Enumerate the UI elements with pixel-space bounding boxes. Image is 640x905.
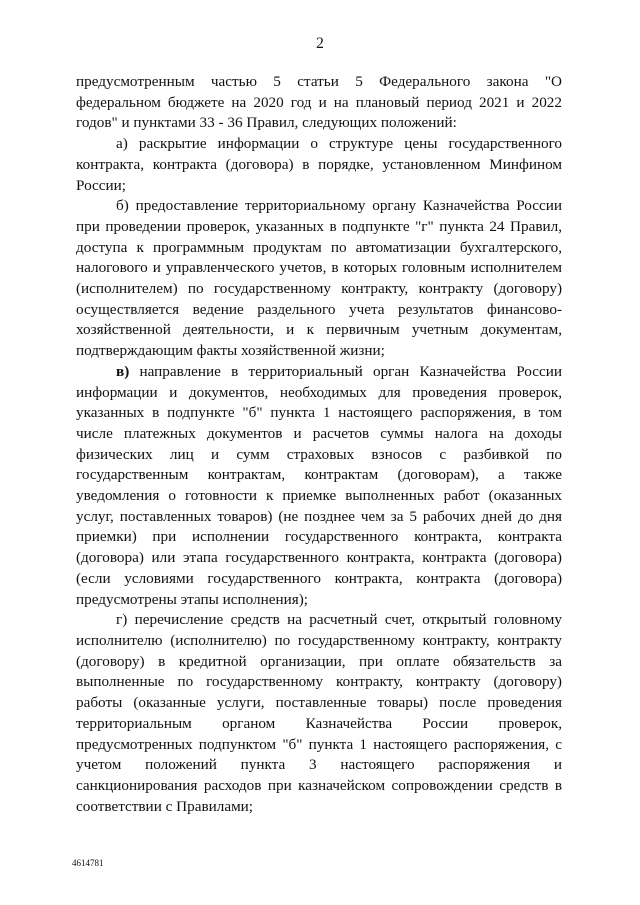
item-g-label: г) [116, 611, 128, 629]
item-a-label: а) [116, 135, 128, 153]
page-number: 2 [316, 35, 324, 52]
document-id: 4614781 [72, 858, 104, 868]
paragraph-item-g [76, 610, 562, 817]
item-b-text: предоставление территориальному органу Казначейства России при проведении проверок, указанных в подпункте "г" пункта 24 Правил, доступа к программным продуктам по автоматизации бухгалтерского, налогового и управленческого учетов, в которых головным исполнителем (исполнителем) по государственному контракту, контракту (договору) осуществляется ведение раздельного учета результатов финансово-хозяйственной деятельности, и к первичным учетным документам, подтверждающим факты хозяйственной жизни; [76, 197, 563, 360]
item-v-text: направление в территориальный орган Казначейства России информации и документов, необходимых для проведения проверок, указанных в подпункте "б" пункта 1 настоящего распоряжения, в том числе платежных документов и расчетов суммы налога на доходы физических лиц и сумм страховых взносов с разбивкой по государственным контрактам, контрактам (договорам), а также уведомления о готовности к приемке выполненных работ (оказанных услуг, поставленных товаров) (не позднее чем за 5 рабочих дней до дня приемки) при исполнении государственного контракта, контракта (договора) или этапа государственного контракта, контракта (договора) (если условиями государственного контракта, контракта (договора) предусмотрены этапы исполнения); [76, 362, 563, 608]
paragraph-intro-text: предусмотренным частью 5 статьи 5 Федерального закона "О федеральном бюджете на 2020 год и на плановый период 2021 и 2022 годов" и пунктами 33 - 36 Правил, следующих положений: [76, 73, 562, 132]
item-a-text: раскрытие информации о структуре цены государственного контракта, контракта (договора) в порядке, установленном Минфином России; [76, 135, 563, 194]
item-v-label: в) [116, 362, 130, 380]
document-body [76, 72, 562, 817]
paragraph-item-a [76, 134, 562, 196]
paragraph-intro [76, 72, 562, 134]
item-g-text: перечисление средств на расчетный счет, открытый головному исполнителю (исполнителю) по государственному контракту, контракту (договору) в кредитной организации, при оплате обязательств за выполненные по государственному контракту, контракту (договору) работы (оказанные услуги, поставленные товары) после проведения территориальным органом Казначейства России проверок, предусмотренных подпунктом "б" пункта 1 настоящего распоряжения, с учетом положений пункта 3 настоящего распоряжения и санкционирования расходов при казначейском сопровождении средств в соответствии с Правилами; [76, 611, 562, 815]
paragraph-item-v [76, 362, 562, 610]
paragraph-item-b [76, 196, 562, 362]
item-b-label: б) [116, 197, 129, 215]
